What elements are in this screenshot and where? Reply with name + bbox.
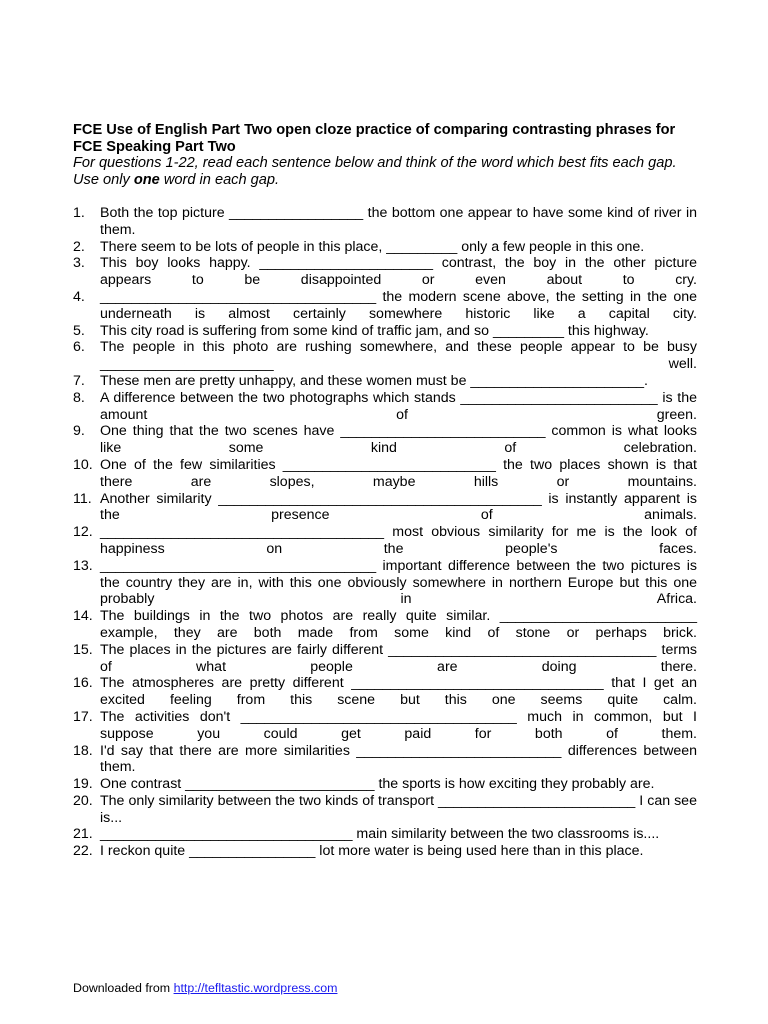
question-text bbox=[100, 843, 697, 860]
question-text bbox=[100, 776, 697, 793]
question-item bbox=[73, 843, 703, 860]
question-number: 12. bbox=[73, 524, 93, 541]
question-item bbox=[73, 423, 703, 457]
question-text bbox=[100, 373, 697, 390]
question-item bbox=[73, 491, 703, 525]
instructions bbox=[73, 155, 697, 188]
question-line: Another similarity _________________________________________ is instantly apparent bbox=[100, 490, 681, 507]
question-number: 1. bbox=[73, 205, 85, 221]
question-item bbox=[73, 608, 703, 642]
question-line: ______________________ well. bbox=[100, 356, 697, 373]
question-line: The buildings in the two photos are really quite similar. _________________________ bbox=[100, 608, 697, 625]
question-text bbox=[100, 675, 701, 709]
question-text bbox=[100, 792, 701, 827]
question-number: 19. bbox=[73, 776, 93, 793]
question-line: ___________________________________ important difference between the two pictures bbox=[100, 557, 681, 574]
question-item bbox=[73, 323, 703, 340]
question-item bbox=[73, 255, 703, 289]
question-item bbox=[73, 776, 703, 793]
question-line: can see is... bbox=[100, 792, 701, 826]
question-line: ________________________________ main similarity between the two classrooms is.... bbox=[100, 826, 660, 843]
question-text bbox=[100, 456, 701, 491]
question-text bbox=[100, 490, 701, 525]
question-line: The activities don't ___________________________________ much in common, but I bbox=[100, 708, 697, 725]
question-list bbox=[73, 205, 703, 860]
question-line: This boy looks happy. ______________________ contrast, the boy in the other picture bbox=[100, 255, 697, 272]
question-text bbox=[100, 288, 701, 323]
question-number: 6. bbox=[73, 339, 85, 356]
question-line: The atmospheres are pretty different ________________________________ that I get bbox=[100, 675, 674, 692]
question-item bbox=[73, 675, 703, 709]
question-number: 2. bbox=[73, 238, 85, 255]
question-number: 5. bbox=[73, 322, 85, 339]
question-number: 20. bbox=[73, 792, 93, 809]
question-item bbox=[73, 390, 703, 424]
question-text bbox=[100, 826, 697, 843]
question-item bbox=[73, 793, 703, 827]
question-line: example, they are both made from some kind of stone or perhaps brick. bbox=[100, 624, 697, 641]
question-line: These men are pretty unhappy, and these women must be ______________________. bbox=[100, 372, 648, 389]
question-text bbox=[100, 641, 701, 676]
question-item bbox=[73, 524, 703, 558]
question-line: terms of what people are doing there. bbox=[100, 641, 701, 675]
question-item bbox=[73, 709, 703, 743]
question-text bbox=[100, 323, 697, 340]
question-line: one underneath is almost certainly somewhere historic like a capital city. bbox=[100, 288, 701, 322]
question-number: 22. bbox=[73, 843, 93, 860]
question-number: 18. bbox=[73, 742, 93, 759]
question-text bbox=[100, 389, 701, 424]
footer bbox=[73, 981, 337, 995]
question-line: Both the top picture _________________ the bottom one appear to have some kind of bbox=[100, 205, 650, 221]
question-number: 8. bbox=[73, 389, 85, 406]
question-number: 14. bbox=[73, 608, 93, 625]
question-number: 3. bbox=[73, 255, 85, 272]
question-text bbox=[100, 557, 701, 608]
source-link[interactable]: http://tefltastic.wordpress.com bbox=[173, 981, 338, 995]
question-line: I'd say that there are more similarities __________________________ differences bbox=[100, 742, 637, 759]
question-text bbox=[100, 709, 697, 743]
question-text bbox=[100, 742, 701, 777]
question-number: 17. bbox=[73, 708, 93, 725]
question-line: an excited feeling from this scene but this one seems quite calm. bbox=[100, 675, 701, 709]
question-line: that there are slopes, maybe hills or mountains. bbox=[100, 456, 701, 490]
question-number: 4. bbox=[73, 288, 85, 305]
question-text bbox=[100, 423, 701, 457]
question-line: There seem to be lots of people in this place, _________ only a few people in this one. bbox=[100, 238, 645, 255]
instructions-text-start: For questions 1-22, read each sentence below and think of the word which best fits each gap. Use only bbox=[73, 155, 677, 188]
question-number: 10. bbox=[73, 456, 93, 473]
question-number: 15. bbox=[73, 641, 93, 658]
question-line: is the country they are in, with this one obviously somewhere in northern Europe but bbox=[100, 557, 701, 591]
question-text bbox=[100, 255, 697, 289]
question-line: ____________________________________ most obvious similarity for me is the look of bbox=[100, 524, 697, 541]
question-line: is the amount of green. bbox=[100, 389, 701, 423]
question-line: I reckon quite ________________ lot more water is being used here than in this place. bbox=[100, 843, 644, 860]
question-line: suppose you could get paid for both of them. bbox=[100, 725, 697, 742]
question-line: The people in this photo are rushing somewhere, and these people appear to be busy bbox=[100, 339, 697, 356]
question-line: The places in the pictures are fairly different __________________________________ bbox=[100, 641, 657, 658]
footer-prefix: Downloaded from bbox=[73, 981, 174, 995]
question-item bbox=[73, 743, 703, 777]
question-text bbox=[100, 524, 697, 558]
question-line: ___________________________________ the modern scene above, the setting in the bbox=[100, 288, 668, 305]
question-text bbox=[100, 239, 697, 256]
question-number: 7. bbox=[73, 372, 85, 389]
question-number: 21. bbox=[73, 826, 93, 843]
question-line: happiness on the people's faces. bbox=[100, 540, 697, 557]
question-line: is the presence of animals. bbox=[100, 490, 701, 524]
question-line: This city road is suffering from some kind of traffic jam, and so _________ this highway. bbox=[100, 322, 649, 339]
question-line: appears to be disappointed or even about to cry. bbox=[100, 272, 697, 289]
question-line: One of the few similarities ___________________________ the two places shown is bbox=[100, 456, 667, 473]
question-item bbox=[73, 339, 703, 373]
question-item bbox=[73, 457, 703, 491]
question-item bbox=[73, 239, 703, 256]
question-number: 16. bbox=[73, 675, 93, 692]
question-item bbox=[73, 826, 703, 843]
question-line: One thing that the two scenes have __________________________ common is what bbox=[100, 423, 658, 440]
question-item bbox=[73, 558, 703, 608]
question-item bbox=[73, 289, 703, 323]
question-item bbox=[73, 373, 703, 390]
question-number: 13. bbox=[73, 557, 93, 574]
question-line: between them. bbox=[100, 742, 701, 776]
question-line: river in them. bbox=[100, 205, 701, 238]
instructions-text-end: word in each gap. bbox=[159, 171, 280, 188]
question-line: this one probably in Africa. bbox=[100, 574, 701, 608]
question-line: The only similarity between the two kinds of transport _________________________ I bbox=[100, 792, 644, 809]
worksheet-title: FCE Use of English Part Two open cloze practice of comparing contrasting phrases for FCE Speaking Part Two bbox=[73, 122, 676, 155]
question-item bbox=[73, 642, 703, 676]
question-text bbox=[100, 205, 701, 239]
question-item bbox=[73, 205, 703, 239]
question-text bbox=[100, 339, 697, 373]
question-line: looks like some kind of celebration. bbox=[100, 423, 701, 457]
question-number: 11. bbox=[73, 490, 92, 507]
question-number: 9. bbox=[73, 423, 85, 440]
instructions-emphasis: one bbox=[133, 171, 160, 188]
question-line: A difference between the two photographs which stands _________________________ bbox=[100, 389, 658, 406]
question-text bbox=[100, 608, 697, 642]
question-line: One contrast ________________________ the sports is how exciting they probably are. bbox=[100, 776, 655, 793]
